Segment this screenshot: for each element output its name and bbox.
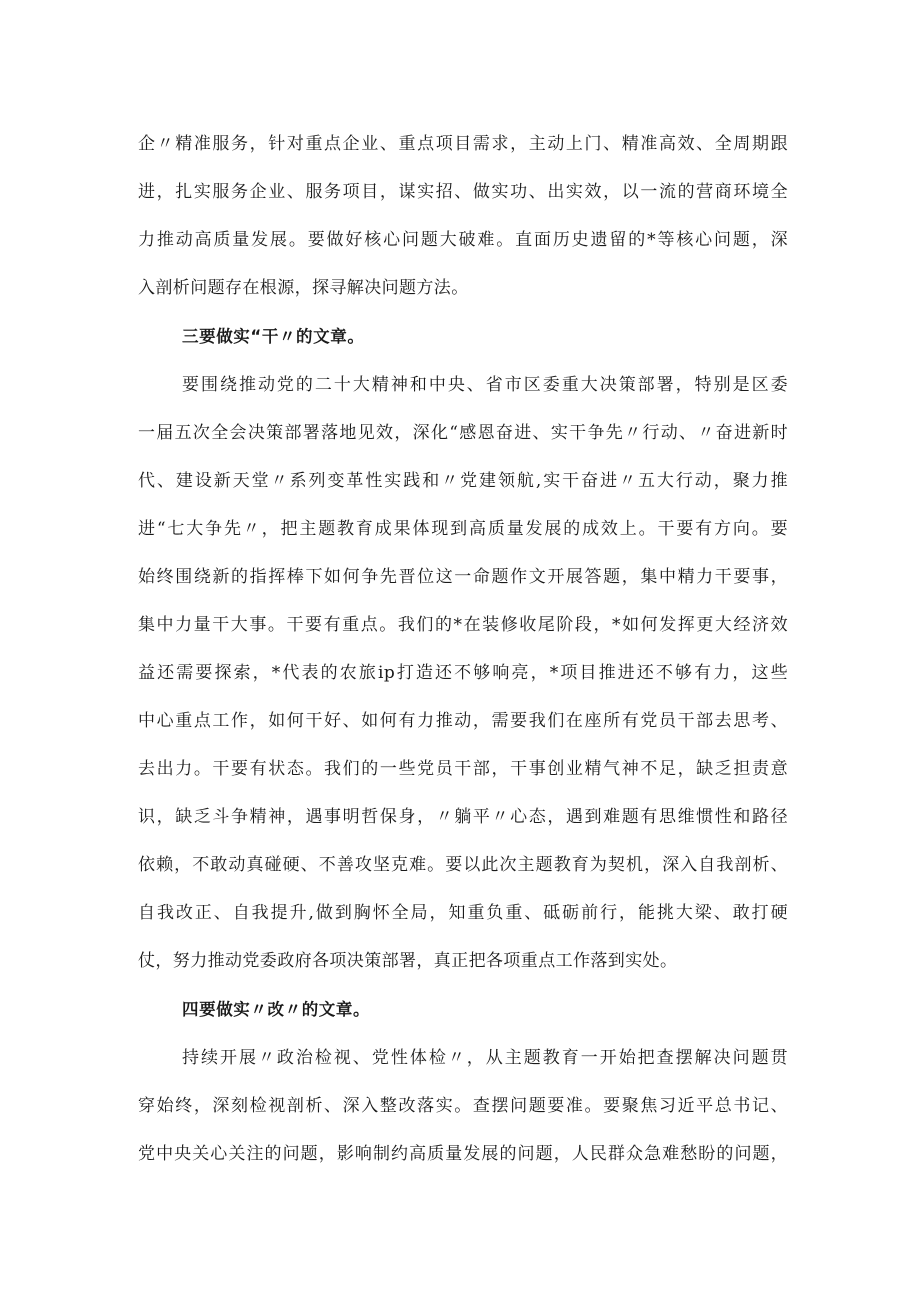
paragraph-line: 中心重点工作，如何干好、如何有力推动，需要我们在座所有党员干部去思考、: [138, 711, 788, 731]
paragraph-line: 益还需要探索，*代表的农旅ip打造还不够响亮，*项目推进还不够有力，这些: [138, 663, 788, 683]
paragraph-line: 去出力。干要有状态。我们的一些党员干部，干事创业精气神不足，缺乏担责意: [138, 759, 788, 779]
paragraph-line: 仗，努力推动党委政府各项决策部署，真正把各项重点工作落到实处。: [138, 951, 678, 971]
paragraph-line: 企〃精准服务，针对重点企业、重点项目需求，主动上门、精准高效、全周期跟: [138, 134, 788, 154]
section-heading-4: 四要做实〃改〃的文章。: [182, 1000, 371, 1019]
section-heading-3: 三要做实“干〃的文章。: [182, 327, 365, 346]
paragraph-line: 代、建设新天堂〃系列变革性实践和〃党建领航,实干奋进〃五大行动，聚力推: [138, 471, 788, 491]
paragraph-line: 党中央关心关注的问题，影响制约高质量发展的问题，人民群众急难愁盼的问题，: [138, 1144, 788, 1164]
paragraph-line: 穿始终，深刻检视剖析、深入整改落实。查摆问题要准。要聚焦习近平总书记、: [138, 1096, 788, 1116]
paragraph-line: 自我改正、自我提升,做到胸怀全局，知重负重、砥砺前行，能挑大梁、敢打硬: [138, 903, 788, 923]
paragraph-first-line: 持续开展〃政治检视、党性体检〃，从主题教育一开始把查摆解决问题贯: [182, 1048, 788, 1068]
paragraph-line: 力推动高质量发展。要做好核心问题大破难。直面历史遗留的*等核心问题，深: [138, 230, 788, 250]
paragraph-line: 集中力量干大事。干要有重点。我们的*在装修收尾阶段，*如何发挥更大经济效: [138, 615, 788, 635]
paragraph-line: 识，缺乏斗争精神，遇事明哲保身，〃躺平〃心态，遇到难题有思维惯性和路径: [138, 807, 788, 827]
paragraph-line: 入剖析问题存在根源，探寻解决问题方法。: [138, 278, 469, 298]
paragraph-line: 始终围绕新的指挥棒下如何争先晋位这一命题作文开展答题，集中精力干要事，: [138, 567, 788, 587]
paragraph-line: 一届五次全会决策部署落地见效，深化“感恩奋进、实干争先〃行动、〃奋进新时: [138, 423, 788, 443]
paragraph-first-line: 要围绕推动党的二十大精神和中央、省市区委重大决策部署，特别是区委: [182, 375, 788, 395]
paragraph-line: 进“七大争先〃，把主题教育成果体现到高质量发展的成效上。干要有方向。要: [138, 519, 788, 539]
paragraph-line: 依赖，不敢动真碰硬、不善攻坚克难。要以此次主题教育为契机，深入自我剖析、: [138, 855, 788, 875]
paragraph-line: 进，扎实服务企业、服务项目，谋实招、做实功、出实效，以一流的营商环境全: [138, 182, 788, 202]
